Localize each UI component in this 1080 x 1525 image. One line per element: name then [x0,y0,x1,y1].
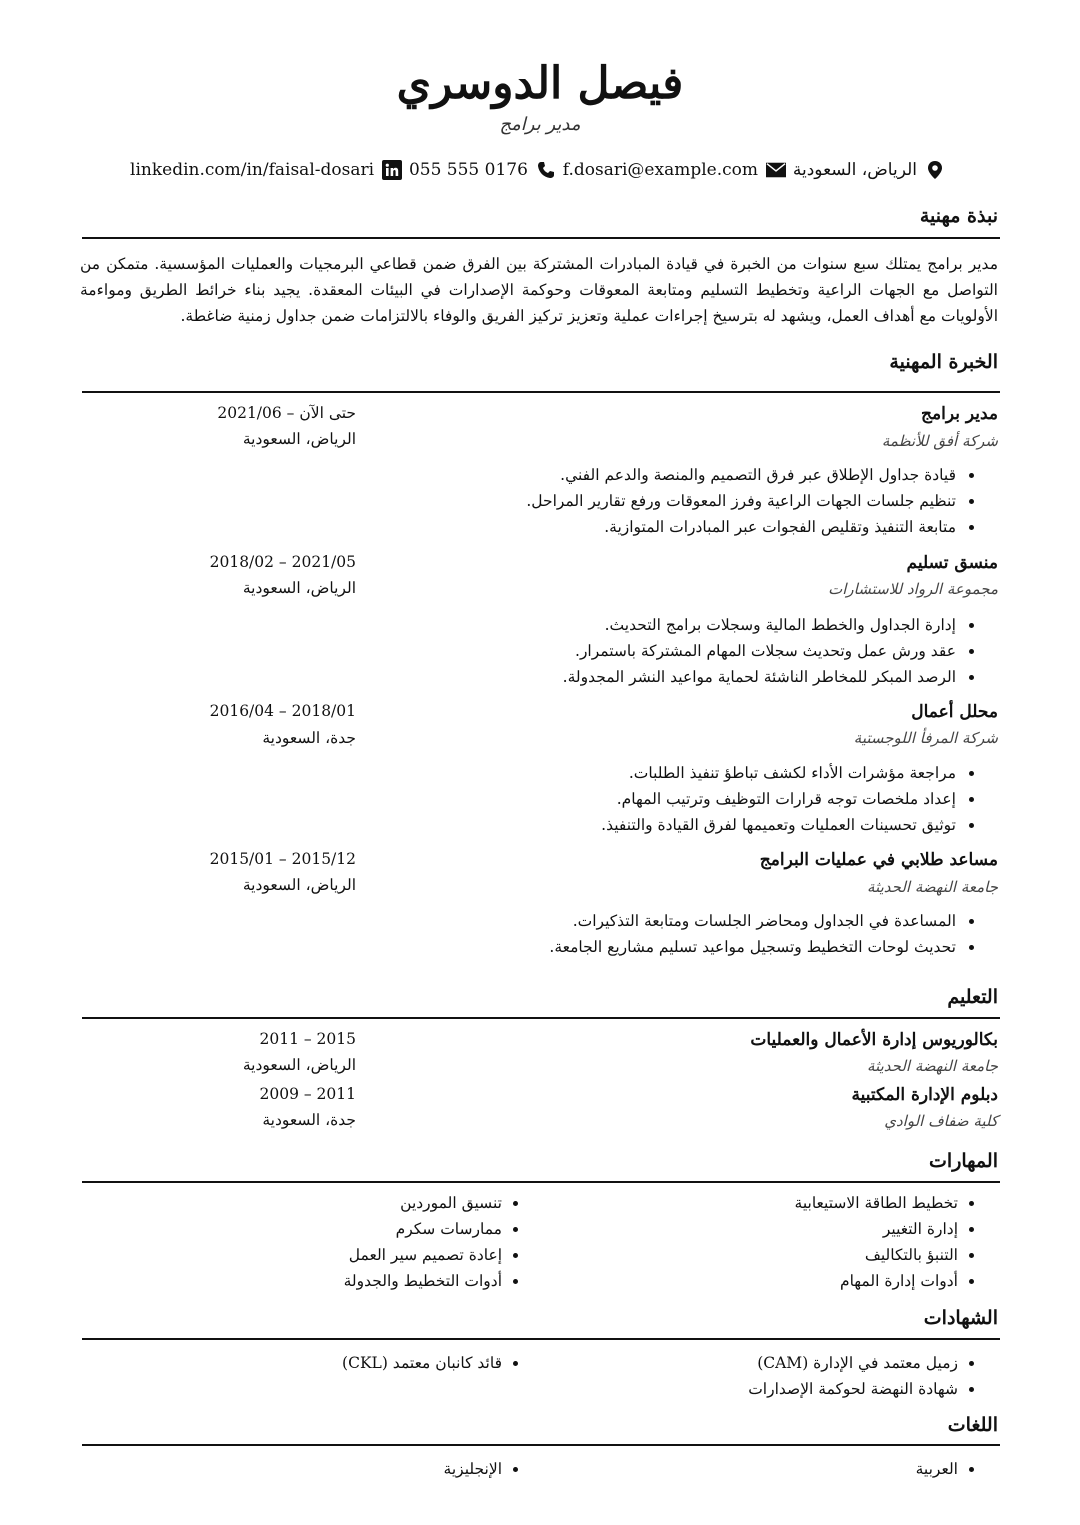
list-item: • مراجعة مؤشرات الأداء لكشف تباطؤ تنفيذ الطلبات. [601,760,958,786]
phone-icon [536,160,556,180]
job-location: جدة، السعودية [262,729,356,747]
section-title-education: التعليم [947,986,998,1008]
list-item: • إدارة التغيير [795,1216,958,1242]
job-title: محلل أعمال [911,702,998,722]
location-text: الرياض، السعودية [792,160,917,180]
school-name: جامعة النهضة الحديثة [867,1057,998,1075]
certifications-list-right [748,1350,980,1402]
list-item: • إعادة تصميم سير العمل [344,1242,502,1268]
education-location: جدة، السعودية [262,1111,356,1129]
location-pin-icon [925,160,945,180]
job-bullets [549,908,980,960]
job-company: شركة أفق للأنظمة [881,432,998,450]
job-bullets [526,462,980,540]
list-item: • الرصد المبكر للمخاطر الناشئة لحماية مواعيد النشر المجدولة. [563,664,958,690]
job-location: الرياض، السعودية [242,579,356,597]
contact-email[interactable] [563,160,786,180]
section-divider [82,1017,1000,1019]
section-title-languages: اللغات [947,1414,998,1436]
job-dates: 2018/02 – 2021/05 [209,553,356,571]
candidate-title: مدير برامج [499,114,581,135]
list-item: • ممارسات سكرم [344,1216,502,1242]
list-item: • أدوات إدارة المهام [795,1268,958,1294]
education-location: الرياض، السعودية [242,1056,356,1074]
list-item: • زميل معتمد في الإدارة (CAM) [748,1350,958,1376]
job-company: شركة المرفأ اللوجستية [853,729,998,747]
education-dates: 2009 – 2011 [259,1085,356,1103]
degree-title: بكالوريوس إدارة الأعمال والعمليات [750,1030,998,1050]
job-dates: 2016/04 – 2018/01 [209,702,356,720]
list-item: • تحديث لوحات التخطيط وتسجيل مواعيد تسليم مشاريع الجامعة. [549,934,958,960]
list-item: • متابعة التنفيذ وتقليص الفجوات عبر المبادرات المتوازية. [526,514,958,540]
section-title-experience: الخبرة المهنية [889,351,998,373]
summary-text: مدير برامج يمتلك سبع سنوات من الخبرة في قيادة المبادرات المشتركة بين الفرق ضمن قطاعي البرمجيات والعمليات المؤسسية. متمكن من التواصل مع الجهات الراعية وتخطيط التسليم ومتابعة المعوقات وحوكمة الإصدارات في البيئات المعقدة. يجيد بناء خرائط الطريق ومواءمة الأولويات مع أهداف العمل، ويشهد له بترسيخ إجراءات عملية وتعزيز تركيز الفريق والوفاء بالالتزامات ضمن جداول زمنية ضاغطة. [80,255,998,325]
job-bullets [563,612,980,690]
job-company: مجموعة الرواد للاستشارات [828,580,998,598]
linkedin-text[interactable]: linkedin.com/in/faisal-dosari [130,160,375,180]
list-item: • إدارة الجداول والخطط المالية وسجلات برامج التحديث. [563,612,958,638]
job-dates: 2021/06 – حتى الآن [217,404,356,422]
skills-list-left [344,1190,524,1294]
certifications-list-left [342,1350,524,1376]
list-item: • عقد ورش عمل وتحديث سجلات المهام المشتركة باستمرار. [563,638,958,664]
job-location: الرياض، السعودية [242,430,356,448]
job-title: مساعد طلابي في عمليات البرامج [759,850,998,870]
contact-location [793,160,945,180]
job-title: منسق تسليم [906,553,998,573]
email-text[interactable]: f.dosari@example.com [562,160,758,180]
email-icon [766,160,786,180]
linkedin-icon [382,160,402,180]
candidate-name: فيصل الدوسري [396,58,684,109]
section-title-summary: نبذة مهنية [919,205,998,227]
contact-linkedin[interactable] [130,160,402,180]
list-item: • العربية [916,1456,958,1482]
job-location: الرياض، السعودية [242,876,356,894]
list-item: • الإنجليزية [444,1456,502,1482]
job-company: جامعة النهضة الحديثة [867,878,998,896]
section-divider [82,391,1000,393]
job-bullets [601,760,980,838]
list-item: • التنبؤ بالتكاليف [795,1242,958,1268]
list-item: • قائد كانبان معتمد (CKL) [342,1350,502,1376]
phone-text[interactable]: 055 555 0176 [408,160,528,180]
list-item: • قيادة جداول الإطلاق عبر فرق التصميم والمنصة والدعم الفني. [526,462,958,488]
list-item: • أدوات التخطيط والجدولة [344,1268,502,1294]
list-item: • المساعدة في الجداول ومحاضر الجلسات ومتابعة التذكيرات. [549,908,958,934]
contact-bar [130,156,945,184]
section-title-certifications: الشهادات [923,1307,998,1329]
job-title: مدير برامج [921,404,998,424]
section-divider [82,1444,1000,1446]
section-divider [82,237,1000,239]
section-title-skills: المهارات [929,1150,998,1172]
education-dates: 2011 – 2015 [259,1030,356,1048]
school-name: كلية ضفاف الوادي [884,1112,998,1130]
contact-phone[interactable] [409,160,556,180]
list-item: • تنسيق الموردين [344,1190,502,1216]
list-item: • شهادة النهضة لحوكمة الإصدارات [748,1376,958,1402]
languages-list-left [444,1456,524,1482]
skills-list-right [795,1190,980,1294]
job-dates: 2015/01 – 2015/12 [209,850,356,868]
list-item: • تنظيم جلسات الجهات الراعية وفرز المعوقات ورفع تقارير المراحل. [526,488,958,514]
list-item: • توثيق تحسينات العمليات وتعميمها لفرق القيادة والتنفيذ. [601,812,958,838]
list-item: • تخطيط الطاقة الاستيعابية [795,1190,958,1216]
list-item: • إعداد ملخصات توجه قرارات التوظيف وترتيب المهام. [601,786,958,812]
section-divider [82,1338,1000,1340]
section-divider [82,1181,1000,1183]
languages-list-right [916,1456,980,1482]
degree-title: دبلوم الإدارة المكتبية [851,1085,998,1105]
